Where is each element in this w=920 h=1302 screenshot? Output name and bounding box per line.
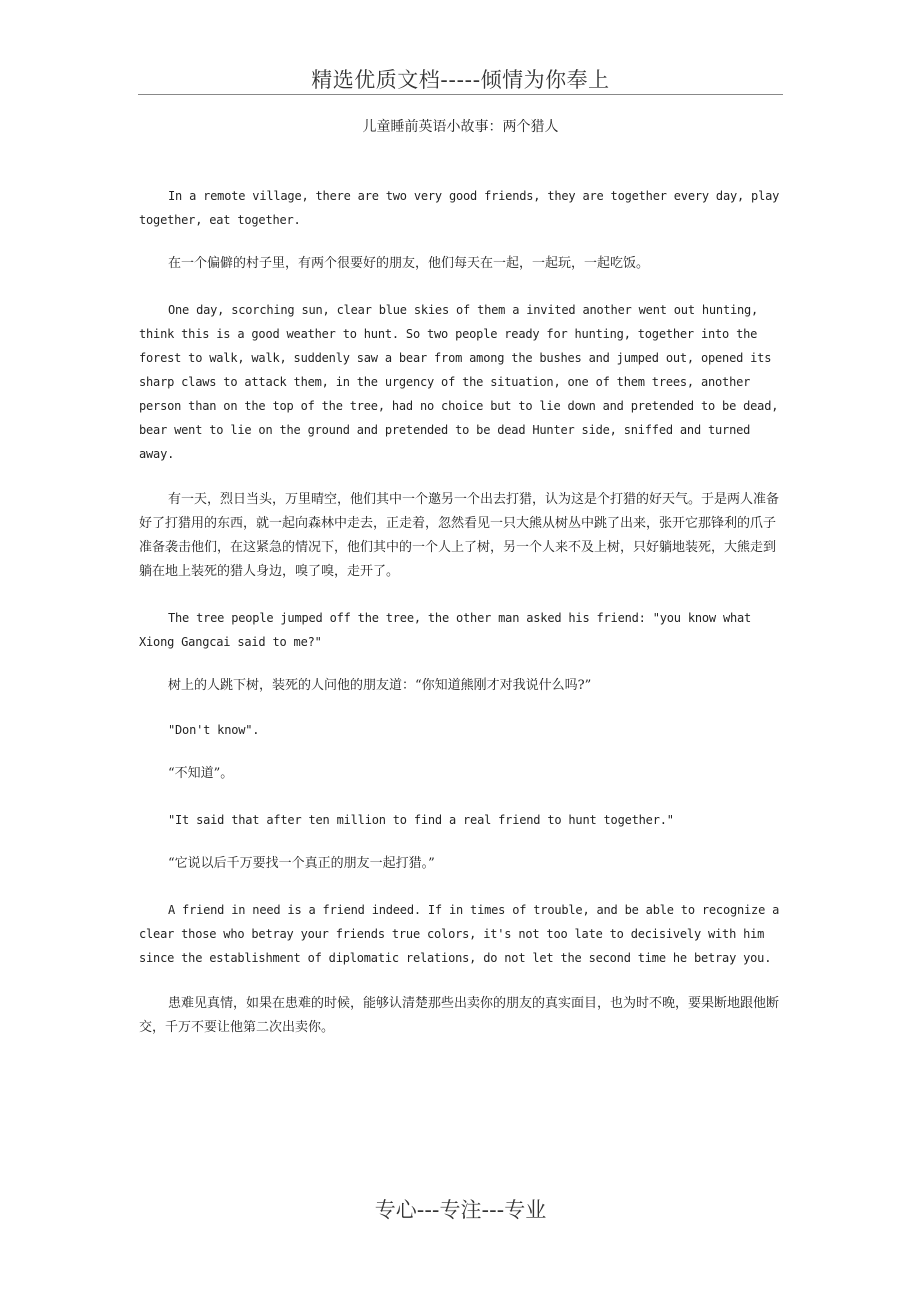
paragraph-zh-4: “不知道”。 (168, 766, 234, 781)
paragraph-en-4: "Don't know". (168, 723, 260, 737)
paragraph-zh-5: “它说以后千万要找一个真正的朋友一起打猎。” (168, 856, 435, 871)
paragraph-zh-3: 树上的人跳下树，装死的人问他的朋友道：“你知道熊刚才对我说什么吗?” (168, 678, 592, 693)
document-body (139, 184, 784, 1040)
paragraph-en-5: "It said that after ten million to find a real friend to hunt together." (168, 813, 674, 827)
paragraph-zh-2: 有一天，烈日当头，万里晴空，他们其中一个邀另一个出去打猎，认为这是个打猎的好天气。于是两人准备好了打猎用的东西，就一起向森林中走去，正走着，忽然看见一只大熊从树丛中跳了出来，张开它那锋利的爪子准备袭击他们，在这紧急的情况下，他们其中的一个人上了树，另一个人来不及上树，只好躺地装死，大熊走到躺在地上装死的猎人身边，嗅了嗅，走开了。 (139, 492, 780, 579)
page-footer: 专心---专注---专业 (374, 1198, 547, 1222)
document-title: 儿童睡前英语小故事：两个猎人 (362, 119, 559, 135)
paragraph-en-3: The tree people jumped off the tree, the other man asked his friend: "you know what Xiong Gangcai said to me?" (139, 611, 752, 649)
paragraph-en-6: A friend in need is a friend indeed. If in times of trouble, and be able to recognize a clear those who betray your friends true colors, it's not too late to decisively with him since the establishment of diplomatic relations, do not let the second time he betray you. (139, 903, 780, 965)
paragraph-en-2: One day, scorching sun, clear blue skies of them a invited another went out hunting, think this is a good weather to hunt. So two people ready for hunting, together into the forest to walk, walk, suddenly saw a bear from among the bushes and jumped out, opened its sharp claws to attack them, in the urgency of the situation, one of them trees, another person than on the top of the tree, had no choice but to lie down and pretended to be dead, bear went to lie on the ground and pretended to be dead Hunter side, sniffed and turned away. (139, 303, 779, 461)
header-rule (138, 94, 783, 95)
paragraph-en-1: In a remote village, there are two very good friends, they are together every day, play together, eat together. (139, 189, 780, 227)
paragraph-zh-1: 在一个偏僻的村子里，有两个很要好的朋友，他们每天在一起，一起玩，一起吃饭。 (168, 256, 650, 271)
page-header: 精选优质文档-----倾情为你奉上 (311, 68, 610, 92)
paragraph-zh-6: 患难见真情，如果在患难的时候，能够认清楚那些出卖你的朋友的真实面目，也为时不晚，要果断地跟他断交，千万不要让他第二次出卖你。 (139, 996, 780, 1035)
